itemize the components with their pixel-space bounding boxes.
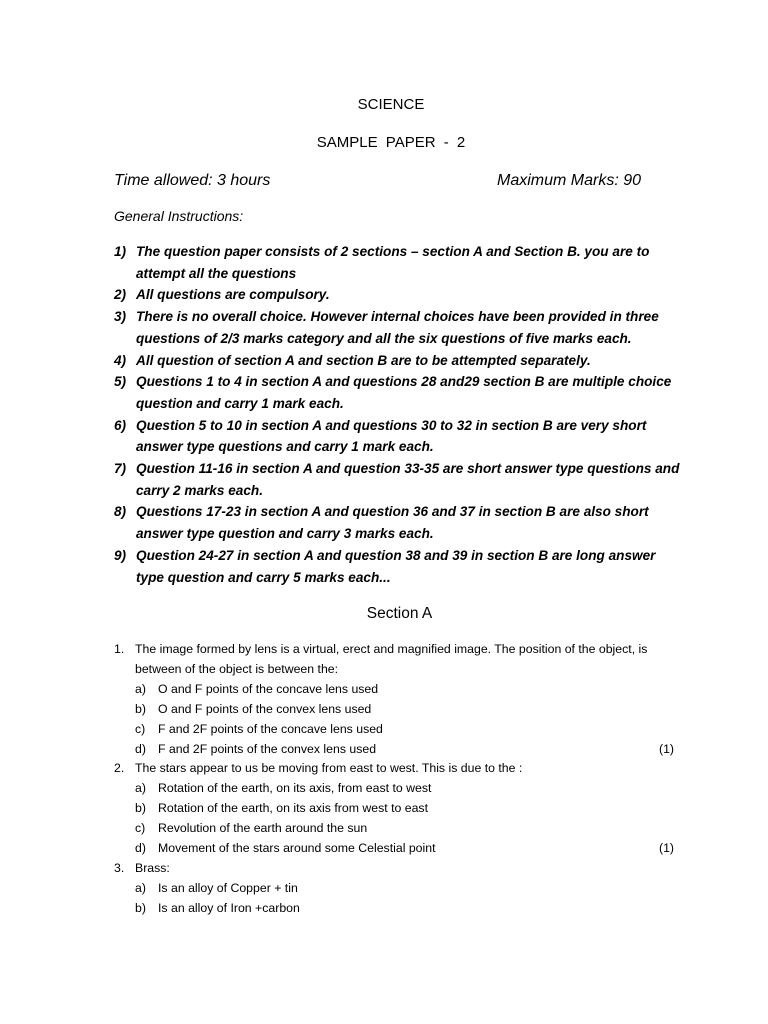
option-text: O and F points of the concave lens used [158,681,379,696]
instruction-item [114,241,684,284]
question-number: 2. [114,761,125,776]
instruction-item [114,371,684,414]
instruction-number: 2) [114,287,127,303]
option-letter: a) [135,681,146,696]
option-item [135,740,674,760]
option-text: O and F points of the convex lens used [158,701,372,716]
instruction-text: All questions are compulsory. [136,287,330,303]
option-text: Rotation of the earth, on its axis, from east to west [158,781,432,796]
option-text: Revolution of the earth around the sun [158,821,368,836]
instruction-number: 7) [114,461,127,477]
option-text: Movement of the stars around some Celestial point [158,841,436,856]
instructions-list [114,241,684,588]
option-text: Is an alloy of Iron +carbon [158,900,300,915]
question-list [114,640,674,919]
option-item [135,700,674,720]
option-item [135,819,674,839]
question-text: Brass: [135,860,170,875]
question-number: 3. [114,860,125,875]
option-letter: b) [135,900,146,915]
option-list [135,779,674,859]
question-text: The stars appear to us be moving from east to west. This is due to the : [135,761,523,776]
instruction-number: 5) [114,374,127,390]
instruction-number: 9) [114,547,127,563]
instruction-text: Question 5 to 10 in section A and questions 30 to 32 in section B are very short answer type questions and carry 1 mark each. [136,417,647,455]
maximum-marks: Maximum Marks: 90 [497,172,642,189]
option-text: F and 2F points of the concave lens used [158,721,383,736]
option-letter: a) [135,781,146,796]
option-text: Is an alloy of Copper + tin [158,880,298,895]
option-letter: d) [135,741,146,756]
instruction-text: The question paper consists of 2 sections – section A and Section B. you are to attempt all the questions [136,244,650,281]
option-item [135,839,674,859]
option-letter: a) [135,880,146,895]
paper-subject-title: SCIENCE [357,96,425,113]
section-a-heading: Section A [366,605,433,622]
instruction-text: All question of section A and section B are to be attempted separately. [136,352,591,368]
option-item [135,799,674,819]
instruction-text: There is no overall choice. However internal choices have been provided in three questions of 2/3 marks category and all the six questions of five marks each. [136,309,659,346]
option-letter: b) [135,701,146,716]
instruction-number: 8) [114,504,127,520]
time-allowed: Time allowed: 3 hours [114,172,271,189]
option-item [135,720,674,740]
instruction-item [114,501,684,544]
option-item [135,779,674,799]
instruction-number: 3) [114,309,127,325]
instruction-text: Question 24-27 in section A and question 38 and 39 in section B are long answer type question and carry 5 marks each... [136,547,656,585]
option-list [135,680,674,760]
question-marks: (1) [658,841,674,856]
instruction-text: Questions 17-23 in section A and question 36 and 37 in section B are also short answer type question and carry 3 marks each. [136,504,649,542]
question-item [114,859,674,919]
option-letter: c) [135,821,146,836]
paper-title: SAMPLE PAPER - 2 [316,134,466,151]
option-text: Rotation of the earth, on its axis from west to east [158,801,428,816]
instruction-item [114,284,684,306]
instruction-item [114,306,684,349]
instruction-text: Questions 1 to 4 in section A and questions 28 and29 section B are multiple choice question and carry 1 mark each. [136,374,672,411]
instruction-number: 6) [114,417,127,433]
option-text: F and 2F points of the convex lens used [158,741,377,756]
option-item [135,680,674,700]
general-instructions-heading: General Instructions: [114,208,244,224]
question-text: The image formed by lens is a virtual, erect and magnified image. The position of the object, is between of the object is between the: [135,642,648,676]
option-item [135,879,674,899]
instruction-item [114,415,684,458]
option-letter: b) [135,801,146,816]
option-item [135,899,674,919]
question-item [114,759,674,859]
instruction-item [114,545,684,588]
instruction-number: 4) [114,352,127,368]
question-number: 1. [114,642,125,656]
option-letter: d) [135,841,146,856]
instruction-text: Question 11-16 in section A and question 33-35 are short answer type questions and carry 2 marks each. [136,461,680,498]
instruction-item [114,458,684,501]
question-item [114,640,674,759]
instruction-item [114,350,684,372]
option-letter: c) [135,721,146,736]
instruction-number: 1) [114,244,127,259]
option-list [135,879,674,919]
question-marks: (1) [658,741,674,756]
